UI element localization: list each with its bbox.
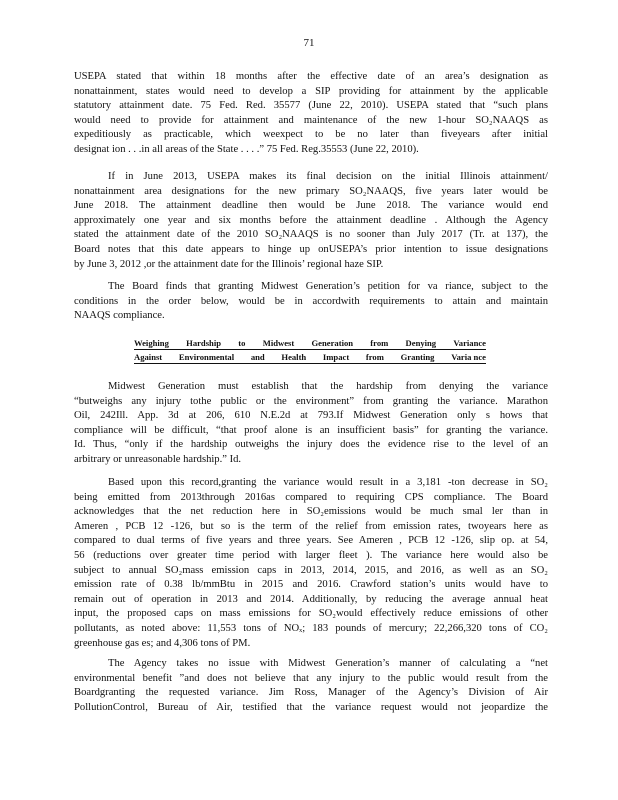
text-line: remain out of operation in 2013 and 2014. Additionally, by reducing the average annual heat [74, 593, 548, 605]
heading-word: to [238, 338, 246, 348]
text-line: input, the proposed caps on mass emissions for SO₂would effectively reduce emissions of other [74, 608, 548, 620]
heading-word: Environmental [178, 352, 235, 362]
text-line: acknowledges that the net reduction here in SO₂emissions would be much smal ler than in [74, 506, 548, 518]
heading-word: Against [134, 352, 163, 362]
text-line: Ameren , PCB 12 -126, but so is the term of the relief from emission rates, twoyears here as [74, 520, 548, 532]
heading-word: from [365, 352, 384, 362]
text-line: pollutants, as noted above: 11,553 tons of NOₓ; 183 pounds of mercury; 22,266,320 tons of CO₂ [74, 622, 548, 634]
heading-word: Hardship [186, 338, 222, 348]
text-line: The Board finds that granting Midwest Generation’s petition for va riance, subject to the [108, 281, 548, 292]
text-line: 56 (reductions over greater time period with larger fleet ). The variance here would also be [74, 549, 548, 561]
text-line: June 2018. The attainment deadline then would be June 2018. The variance would end [74, 200, 548, 212]
text-line: Boardgranting the requested variance. Jim Ross, Manager of the Agency’s Division of Air [74, 687, 548, 699]
text-line: would need to provide for attainment and maintenance of the new 1-hour SO₂NAAQS as [74, 114, 548, 126]
text-line: Midwest Generation must establish that the hardship from denying the variance [108, 381, 548, 392]
heading-word: Varia nce [451, 352, 486, 362]
heading-word: Impact [322, 352, 350, 362]
text-line: nonattainment area designations for the new primary SO₂NAAQS, five years later would be [74, 185, 548, 197]
text-line: compared to dual terms of five years and three years. See Ameren , PCB 12 -126, slip op. at 54, [74, 535, 548, 547]
heading-word: Weighing [134, 338, 169, 348]
paragraph-5 [74, 476, 548, 651]
text-line: stated the attainment date of the 2010 SO₂NAAQS is no sooner than July 2017 (Tr. at 137), the [74, 229, 548, 241]
heading-word: Denying [405, 338, 437, 348]
text-line: subject to annual SO₂mass emission caps in 2013, 2014, 2015, and 2016, as well as an SO₂ [74, 564, 548, 576]
text-line: greenhouse gas es; and 4,306 tons of PM. [74, 637, 251, 649]
heading-word: Variance [453, 338, 486, 348]
text-line: The Agency takes no issue with Midwest Generation’s manner of calculating a “net [108, 658, 548, 669]
text-line: arbitrary or unreasonable hardship.” Id. [74, 453, 242, 465]
heading-row-2 [134, 352, 486, 364]
text-line: NAAQS compliance. [74, 310, 165, 322]
text-line: Board notes that this date appears to hinge up onUSEPA’s prior intention to issue designations [74, 243, 548, 255]
text-line: being emitted from 2013through 2016as compared to requiring CPS compliance. The Board [74, 491, 548, 503]
text-line: environmental benefit ”and does not believe that any injury to the public would result from the [74, 672, 548, 684]
text-line: emission rate of 0.38 lb/mmBtu in 2015 and 2016. Crawford station’s units would have to [74, 579, 548, 591]
heading-word: Midwest [262, 338, 295, 348]
heading-row-1 [134, 338, 486, 350]
text-line: compliance will be difficult, “that proof alone is an insufficient basis” for granting the variance. [74, 424, 548, 436]
paragraph-4 [74, 380, 548, 468]
text-line: approximately one year and six months before the attainment deadline . Although the Agency [74, 214, 548, 226]
text-line: “butweighs any injury tothe public or the environment” from granting the variance. Marathon [74, 395, 548, 407]
paragraph-2 [74, 170, 548, 272]
heading-word: from [370, 338, 389, 348]
paragraph-1 [74, 70, 548, 158]
heading-word: Health [281, 352, 307, 362]
text-line: PollutionControl, Bureau of Air, testified that the variance request would not jeopardize the [74, 701, 548, 713]
text-line: expeditiously as practicable, which weexpect to be no later than fiveyears after initial [74, 129, 548, 141]
paragraph-3 [74, 280, 548, 324]
heading-word: Generation [311, 338, 354, 348]
text-line: statutory attainment date. 75 Fed. Red. 35577 (June 22, 2010). USEPA stated that “such plans [74, 100, 548, 112]
text-line: nonattainment, states would need to develop a SIP providing for attainment by the applicable [74, 85, 548, 97]
heading-word: Granting [400, 352, 435, 362]
text-line: Based upon this record,granting the variance would result in a 3,181 -ton decrease in SO₂ [108, 477, 548, 488]
paragraph-6 [74, 657, 548, 715]
section-heading [134, 338, 486, 366]
text-line: USEPA stated that within 18 months after the effective date of an area’s designation as [74, 71, 548, 82]
text-line: by June 3, 2012 ,or the attainment date for the Illinois’ regional haze SIP. [74, 258, 384, 270]
text-line: If in June 2013, USEPA makes its final decision on the initial Illinois attainment/ [108, 171, 548, 182]
heading-word: and [250, 352, 265, 362]
text-line: Id. Thus, “only if the hardship outweighs the injury does the evidence rise to the level of an [74, 439, 548, 451]
page-number: 71 [303, 37, 315, 49]
text-line: designat ion . . .in all areas of the State . . . .” 75 Fed. Reg.35553 (June 22, 2010). [74, 143, 419, 155]
text-line: conditions in the order below, would be in accordwith requirements to attain and maintain [74, 295, 548, 307]
text-line: Oil, 242Ill. App. 3d at 206, 610 N.E.2d at 793.If Midwest Generation only s hows that [74, 410, 548, 422]
